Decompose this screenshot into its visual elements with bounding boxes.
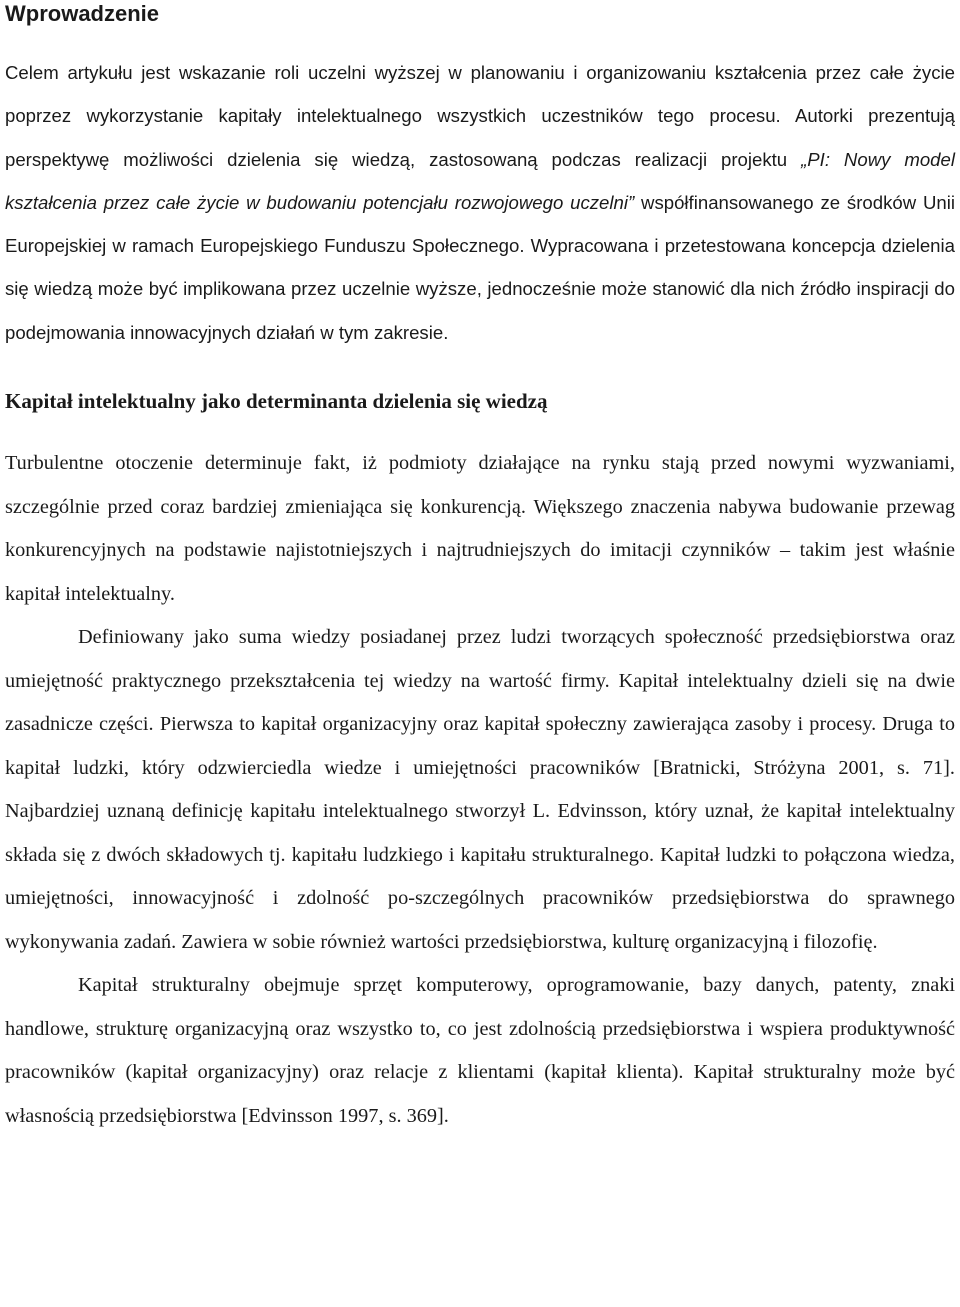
intro-paragraph bbox=[5, 51, 955, 354]
section-heading-introduction: Wprowadzenie bbox=[5, 1, 160, 26]
intro-text-2: współfinansowanego ze środków Unii Europejskiej w ramach Europejskiego Funduszu Społecznego. Wypracowana i przetestowana koncepcja dzielenia się wiedzą może być implikowana przez uczelnie wyższe, jednocześnie może stanowić dla nich źródło inspiracji do podejmowania innowacyjnych działań w tym zakresie. bbox=[5, 191, 956, 343]
paragraph-1: Turbulentne otoczenie determinuje fakt, iż podmioty działające na rynku stają przed nowymi wyzwaniami, szczególnie przed coraz bardziej zmieniająca się konkurencją. Większego znaczenia nabywa budowanie przewag konkurencyjnych na podstawie najistotniejszych i najtrudniejszych do imitacji czynników – takim jest właśnie kapitał intelektualny. bbox=[5, 452, 955, 605]
paragraph-3: Kapitał strukturalny obejmuje sprzęt komputerowy, oprogramowanie, bazy danych, patenty, znaki handlowe, strukturę organizacyjną oraz wszystko to, co jest zdolnością przedsiębiorstwa i wspiera produktywność pracowników (kapitał organizacyjny) oraz relacje z klientami (kapitał klienta). Kapitał strukturalny może być własnością przedsiębiorstwa [Edvinsson 1997, s. 369]. bbox=[5, 974, 955, 1127]
section-heading-intellectual-capital: Kapitał intelektualny jako determinanta dzielenia się wiedzą bbox=[5, 389, 548, 414]
project-title: „PI: Nowy model kształcenia przez całe życie w budowaniu potencjału rozwojowego uczelni” bbox=[5, 148, 955, 213]
paragraph-2: Definiowany jako suma wiedzy posiadanej przez ludzi tworzących społeczność przedsiębiorstwa oraz umiejętność praktycznego przekształcenia tej wiedzy na wartość firmy. Kapitał intelektualny dzieli się na dwie zasadnicze części. Pierwsza to kapitał organizacyjny oraz kapitał społeczny zawierająca zasoby i procesy. Druga to kapitał ludzki, który odzwierciedla wiedze i umiejętności pracowników [Bratnicki, Stróżyna 2001, s. 71]. Najbardziej uznaną definicję kapitału intelektualnego stworzył L. Edvinsson, który uznał, że kapitał intelektualny składa się z dwóch składowych tj. kapitału ludzkiego i kapitału strukturalnego. Kapitał ludzki to połączona wiedza, umiejętności, innowacyjność i zdolność po-szczególnych pracowników przedsiębiorstwa do sprawnego wykonywania zadań. Zawiera w sobie również wartości przedsiębiorstwa, kulturę organizacyjną i filozofię. bbox=[5, 626, 955, 953]
intro-text-1: Celem artykułu jest wskazanie roli uczelni wyższej w planowaniu i organizowaniu kształcenia przez całe życie poprzez wykorzystanie kapitały intelektualnego wszystkich uczestników tego procesu. Autorki prezentują perspektywę możliwości dzielenia się wiedzą, zastosowaną podczas realizacji projektu bbox=[5, 62, 955, 170]
